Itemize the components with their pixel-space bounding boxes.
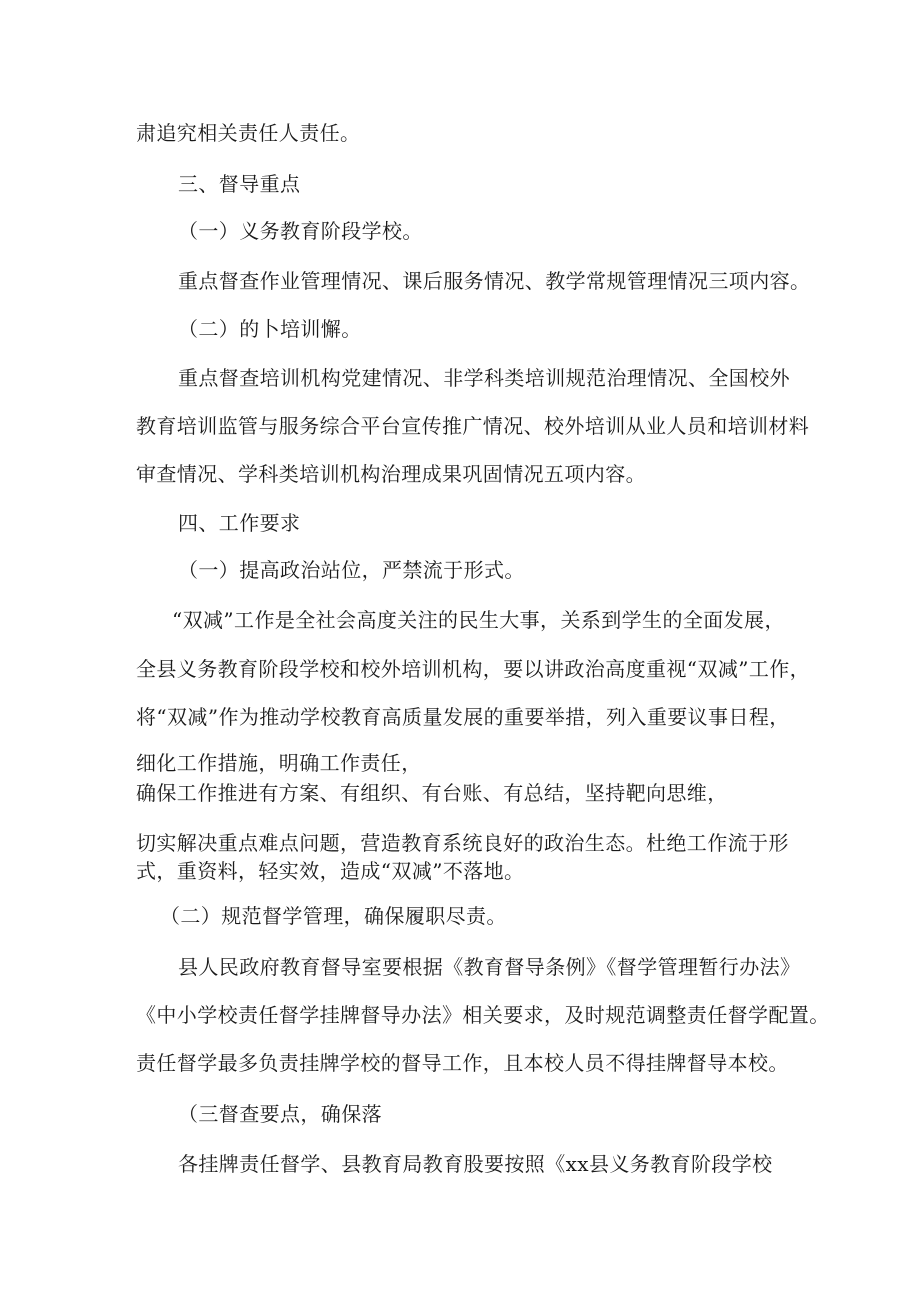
text-line-7: 教育培训监管与服务综合平台宣传推广情况、校外培训从业人员和培训材料: [136, 414, 810, 438]
text-line-23: 各挂牌责任督学、县教育局教育股要按照《xx县义务教育阶段学校: [178, 1152, 773, 1176]
section-heading-3: 三、督导重点: [178, 172, 301, 196]
text-line-6: 重点督查培训机构党建情况、非学科类培训规范治理情况、全国校外: [178, 366, 790, 390]
section-heading-4: 四、工作要求: [178, 511, 301, 535]
subsection-heading-4-3: （三督查要点，确保落: [178, 1102, 382, 1126]
text-line-14: 细化工作措施，明确工作责任，: [136, 751, 422, 775]
text-line-19: 县人民政府教育督导室要根据《教育督导条例》《督学管理暂行办法》: [178, 955, 801, 979]
text-line-12: 全县义务教育阶段学校和校外培训机构，要以讲政治高度重视“双减”工作，: [136, 657, 811, 681]
text-line-15: 确保工作推进有方案、有组织、有台账、有总结，坚持靶向思维，: [136, 781, 728, 805]
text-line-4: 重点督查作业管理情况、课后服务情况、教学常规管理情况三项内容。: [178, 269, 811, 293]
text-line-1: 肃追究相关责任人责任。: [136, 121, 361, 145]
text-line-8: 审查情况、学科类培训机构治理成果巩固情况五项内容。: [136, 462, 646, 486]
text-line-11: “双减”工作是全社会高度关注的民生大事，关系到学生的全面发展，: [172, 608, 785, 632]
text-line-20: 《中小学校责任督学挂牌督导办法》相关要求，及时规范调整责任督学配置。: [136, 1003, 830, 1027]
subsection-heading-4-1: （一）提高政治站位，严禁流于形式。: [178, 558, 525, 582]
subsection-heading-3-1: （一）义务教育阶段学校。: [178, 219, 423, 243]
text-line-17: 式，重资料，轻实效，造成“双减”不落地。: [136, 859, 525, 883]
text-line-13: 将“双减”作为推动学校教育高质量发展的重要举措，列入重要议事日程，: [136, 705, 790, 729]
subsection-heading-3-2: （二）的卜培训懈。: [178, 317, 362, 341]
subsection-heading-4-2: （二）规范督学管理，确保履职尽责。: [160, 904, 507, 928]
text-line-16: 切实解决重点难点问题，营造教育系统良好的政治生态。杜绝工作流于形: [136, 831, 789, 855]
text-line-21: 责任督学最多负责挂牌学校的督导工作，且本校人员不得挂牌督导本校。: [136, 1051, 789, 1075]
